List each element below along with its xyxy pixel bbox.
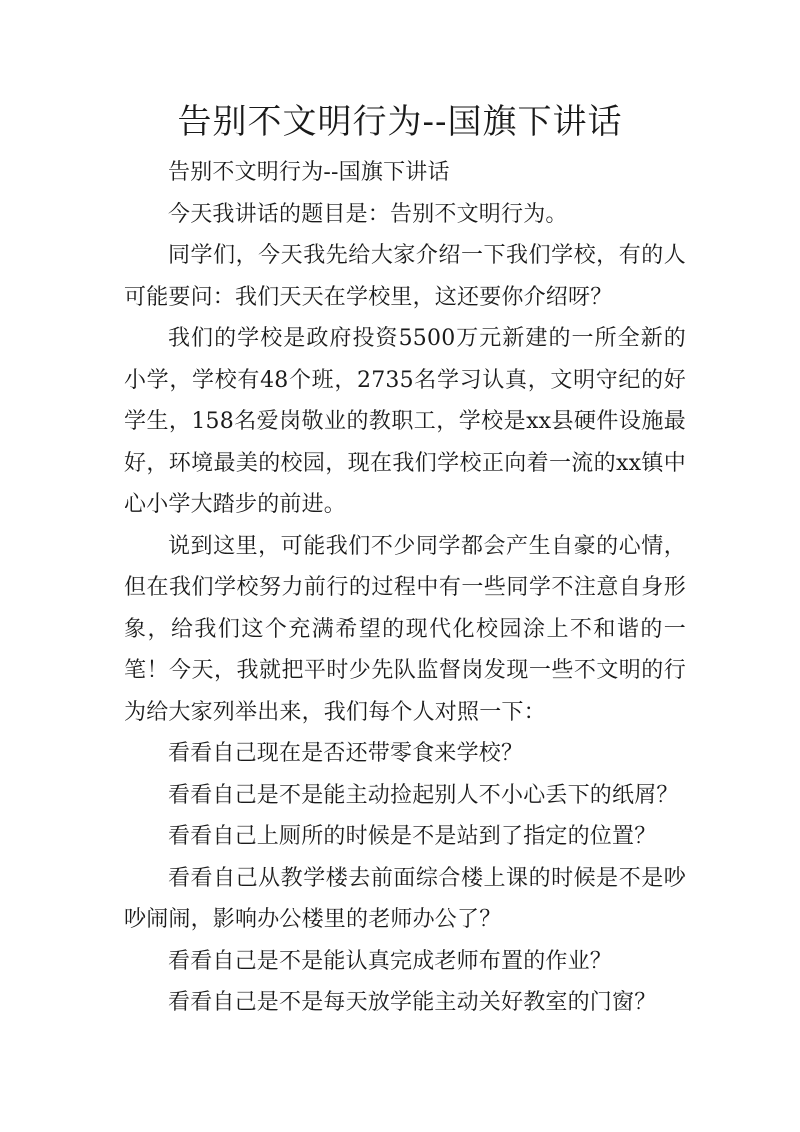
- paragraph-check-windows: 看看自己是不是每天放学能主动关好教室的门窗？: [168, 990, 657, 1015]
- paragraph-check-litter: 看看自己是不是能主动捡起别人不小心丢下的纸屑？: [168, 782, 679, 808]
- document-title: 告别不文明行为--国旗下讲话: [177, 102, 623, 142]
- paragraph-intro: 同学们，今天我先给大家介绍一下我们学校，有的人可能要问：我们天天在学校里，这还要你介绍呀？: [124, 243, 686, 310]
- paragraph-school-description: 我们的学校是政府投资5500万元新建的一所全新的小学，学校有48个班，2735名学习认真，文明守纪的好学生，158名爱岗敬业的教职工，学校是xx县硬件设施最好，环境最美的校园，现在我们学校正向着一流的xx镇中心小学大踏步的前进。: [124, 326, 686, 517]
- paragraph-check-snacks: 看看自己现在是否还带零食来学校？: [168, 741, 524, 766]
- document-body: [124, 152, 686, 1024]
- paragraph-subtitle: 告别不文明行为--国旗下讲话: [168, 160, 450, 185]
- paragraph-check-homework: 看看自己是不是能认真完成老师布置的作业？: [168, 948, 613, 974]
- paragraph-check-restroom: 看看自己上厕所的时候是不是站到了指定的位置？: [168, 824, 657, 849]
- paragraph-uncivil-behavior: 说到这里，可能我们不少同学都会产生自豪的心情，但在我们学校努力前行的过程中有一些同学不注意自身形象，给我们这个充满希望的现代化校园涂上不和谐的一笔！今天，我就把平时少先队监督岗发现一些不文明的行为给大家列举出来，我们每个人对照一下：: [124, 533, 686, 725]
- paragraph-topic: 今天我讲话的题目是：告别不文明行为。: [168, 201, 568, 227]
- paragraph-check-noise: 看看自己从教学楼去前面综合楼上课的时候是不是吵吵闹闹，影响办公楼里的老师办公了？: [124, 865, 686, 932]
